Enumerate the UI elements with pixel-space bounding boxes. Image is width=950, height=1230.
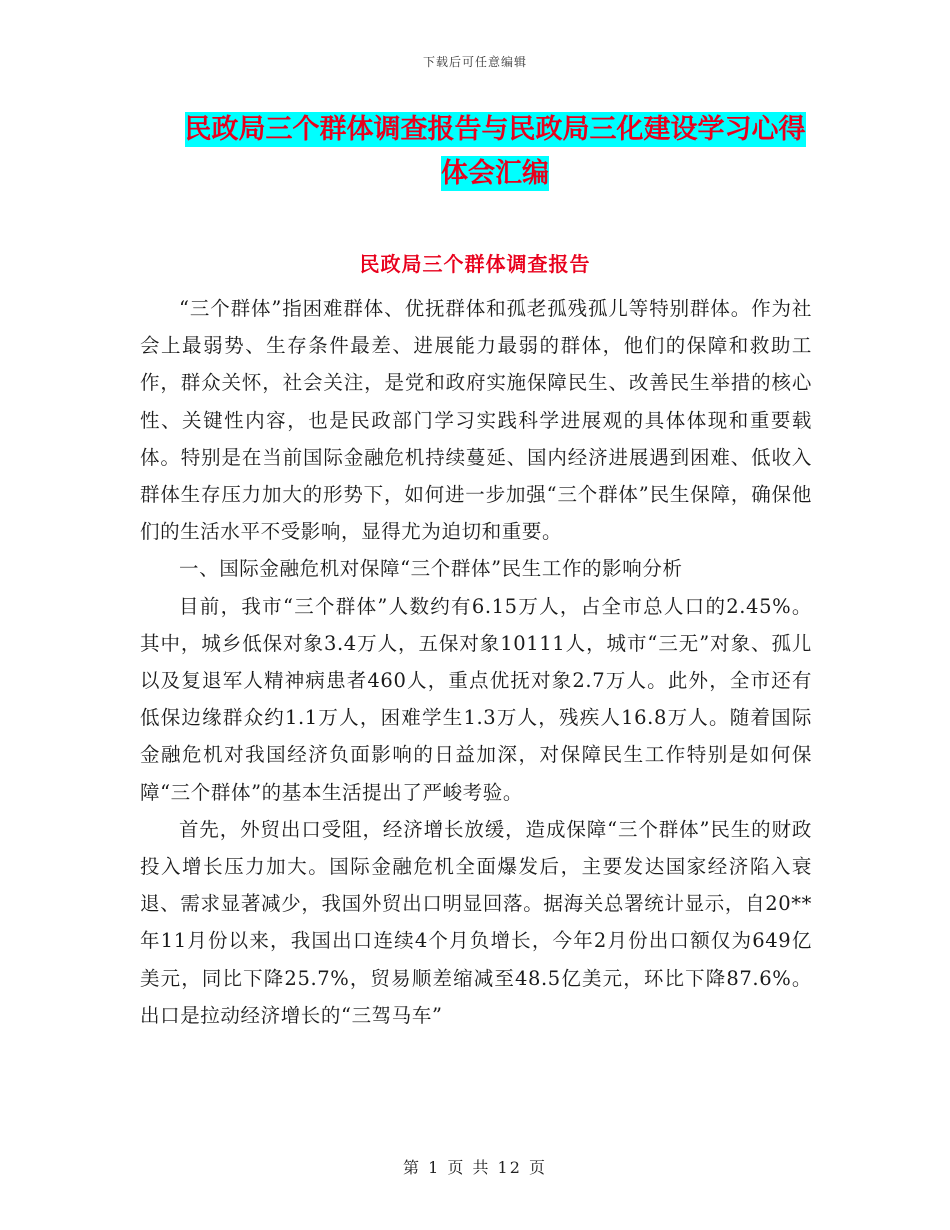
section-title: 民政局三个群体调查报告 xyxy=(359,252,591,276)
paragraph-heading-1: 一、国际金融危机对保障“三个群体”民生工作的影响分析 xyxy=(179,557,683,581)
document-body xyxy=(140,290,812,1034)
document-title-line-2: 体会汇编 xyxy=(441,158,549,189)
header-note: 下载后可任意编辑 xyxy=(422,55,527,69)
paragraph-intro: “三个群体”指困难群体、优抚群体和孤老孤残孤儿等特别群体。作为社会上最弱势、生存条件最差、进展能力最弱的群体，他们的保障和救助工作，群众关怀，社会关注，是党和政府实施保障民生、改善民生举措的核心性、关键性内容，也是民政部门学习实践科学进展观的具体体现和重要载体。特别是在当前国际金融危机持续蔓延、国内经济进展遇到困难、低收入群体生存压力加大的形势下，如何进一步加强“三个群体”民生保障，确保他们的生活水平不受影响，显得尤为迫切和重要。 xyxy=(140,297,812,544)
page-indicator: 第 1 页 共 12 页 xyxy=(403,1158,547,1177)
paragraph-export-impact: 首先，外贸出口受阻，经济增长放缓，造成保障“三个群体”民生的财政投入增长压力加大。国际金融危机全面爆发后，主要发达国家经济陷入衰退、需求显著减少，我国外贸出口明显回落。据海关总署统计显示，自20**年11月份以来，我国出口连续4个月负增长，今年2月份出口额仅为649亿美元，同比下降25.7%，贸易顺差缩减至48.5亿美元，环比下降87.6%。出口是拉动经济增长的“三驾马车” xyxy=(140,817,812,1027)
paragraph-statistics: 目前，我市“三个群体”人数约有6.15万人，占全市总人口的2.45%。其中，城乡低保对象3.4万人，五保对象10111人，城市“三无”对象、孤儿以及复退军人精神病患者460人，重点优抚对象2.7万人。此外，全市还有低保边缘群众约1.1万人，困难学生1.3万人，残疾人16.8万人。随着国际金融危机对我国经济负面影响的日益加深，对保障民生工作特别是如何保障“三个群体”的基本生活提出了严峻考验。 xyxy=(140,594,812,804)
document-title xyxy=(140,108,850,196)
document-title-line-1: 民政局三个群体调查报告与民政局三化建设学习心得 xyxy=(184,114,806,145)
